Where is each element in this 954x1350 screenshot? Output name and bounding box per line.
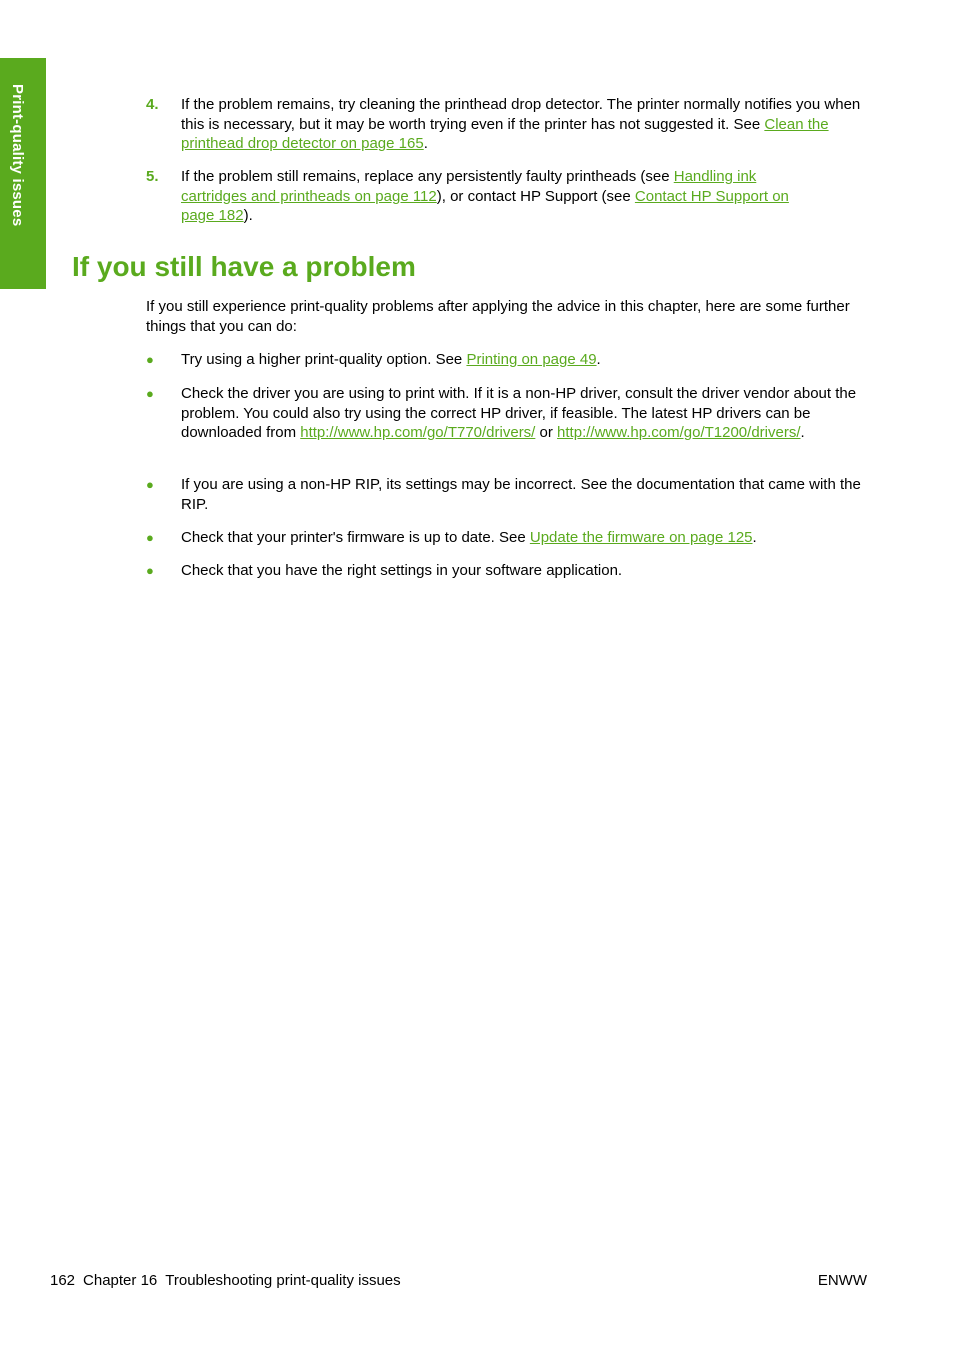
link-contact-hp-support[interactable]: Contact HP Support on page 182 (181, 187, 789, 224)
chapter-title: Troubleshooting print-quality issues (165, 1272, 401, 1289)
step-text: If the problem still remains, replace any persistently faulty printheads (see Handling ink cartridges and printheads on page 112), or contact HP Support (see Contact HP Support on page 182). (181, 168, 789, 224)
section-heading: If you still have a problem (72, 251, 416, 282)
bullet-icon: ● (146, 530, 154, 545)
section-intro: If you still experience print-quality problems after applying the advice in this chapter, here are some further things that you can do: (146, 298, 850, 335)
page-number: 162 (50, 1272, 76, 1289)
numbered-step (146, 167, 876, 226)
list-item: ● Check that your printer's firmware is up to date. See Update the firmware on page 125. (146, 529, 757, 546)
list-item: ● Check the driver you are using to print with. If it is a non-HP driver, consult the driver vendor about the problem. You could also try using the correct HP driver, if feasible. The latest HP drivers can be downloaded from http://www.hp.com/go/T770/drivers/ or http://www.hp.com/go/T1200/drivers/. (146, 385, 857, 441)
page-footer (50, 1271, 401, 1290)
link-clean-drop-detector[interactable]: Clean the printhead drop detector on page 165 (181, 115, 829, 152)
chapter-label: Chapter 16 (83, 1272, 158, 1289)
step-number: 5. (146, 168, 159, 185)
step-text: If the problem remains, try cleaning the printhead drop detector. The printer normally notifies you when this is necessary, but it may be worth trying even if the printer has not suggested it. See Clean the printhead drop detector on page 165. (181, 96, 861, 152)
locale-code: ENWW (817, 1272, 867, 1289)
link-handling-cartridges[interactable]: Handling ink cartridges and printheads on page 112 (181, 168, 757, 205)
bullet-icon: ● (146, 386, 154, 401)
link-printing[interactable]: Printing on page 49 (466, 351, 597, 368)
side-tab-label: Print-quality issues (9, 84, 26, 227)
bullet-icon: ● (146, 352, 154, 367)
bullet-icon: ● (146, 563, 154, 578)
list-item: ● If you are using a non-HP RIP, its settings may be incorrect. See the documentation that came with the RIP. (146, 476, 861, 513)
link-t770-drivers[interactable]: http://www.hp.com/go/T770/drivers/ (300, 424, 536, 441)
link-update-firmware[interactable]: Update the firmware on page 125 (529, 529, 753, 546)
step-number: 4. (146, 96, 159, 113)
bullet-icon: ● (146, 477, 154, 492)
list-item: ● Check that you have the right settings in your software application. (146, 562, 623, 579)
link-t1200-drivers[interactable]: http://www.hp.com/go/T1200/drivers/ (557, 424, 801, 441)
list-item: ● Try using a higher print-quality option. See Printing on page 49. (146, 351, 601, 368)
numbered-step (146, 95, 876, 154)
